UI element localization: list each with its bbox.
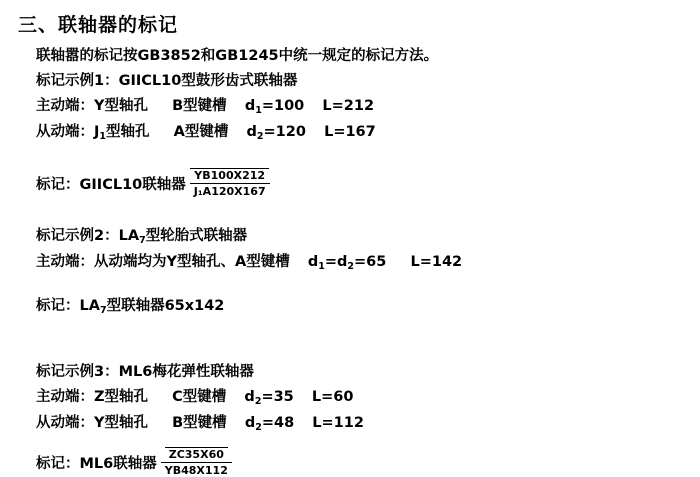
example-1-driving-symbol: d	[244, 98, 256, 114]
example-2-spec-line	[36, 250, 676, 276]
example-3-driven-length: L=112	[312, 415, 364, 431]
example-2-spec-value: =65	[354, 254, 387, 270]
example-3-mark-fraction	[161, 447, 232, 477]
example-1-driving-line	[36, 94, 676, 120]
example-1-driving-length: L=212	[322, 98, 375, 114]
example-3-driving-symbol: d	[244, 389, 255, 405]
example-3-mark	[36, 447, 676, 477]
example-1-driven-value: =120	[263, 124, 306, 140]
example-2-title	[36, 224, 676, 250]
example-1-title: 标记示例1：GIICL10型鼓形齿式联轴器	[36, 73, 298, 89]
document-body	[36, 44, 676, 477]
example-3-driving-length: L=60	[311, 389, 354, 405]
example-1-mark	[36, 168, 676, 198]
example-1-mark-fraction	[190, 168, 270, 198]
example-1-driving-subscript: 1	[255, 105, 262, 116]
intro-line: 联轴嚣的标记按GB3852和GB1245中统一规定的标记方法。	[36, 48, 439, 64]
example-2-title-rest: 型轮胎式联轴器	[145, 228, 248, 244]
example-2-mark-subscript: 7	[99, 305, 107, 316]
example-3-mark-denominator: YB48X112	[161, 462, 232, 477]
example-2-mark	[36, 294, 676, 320]
example-2-spec-subscript-2: 2	[347, 261, 355, 272]
example-2-title-subscript: 7	[139, 235, 146, 246]
example-3-driving-keyway: C型键槽	[172, 389, 227, 405]
example-1-driven-length: L=167	[324, 124, 376, 140]
example-1-driven-subscript: 2	[256, 131, 264, 142]
example-2-mark-rest: 型联轴器65x142	[106, 298, 225, 314]
example-1-mark-label: 标记：GIICL10联轴器	[36, 176, 186, 193]
example-2-title-prefix: 标记示例2：LA	[36, 228, 140, 244]
example-2-spec-symbol: d	[307, 254, 319, 270]
example-1-mark-numerator: YB100X212	[190, 168, 269, 183]
example-3-title: 标记示例3：ML6梅花弹性联轴器	[36, 364, 254, 380]
example-1-mark-denominator: J₁A120X167	[190, 183, 270, 198]
example-3-mark-numerator: ZC35X60	[165, 447, 228, 462]
page-title: 三、联轴器的标记	[18, 14, 179, 36]
example-3-driving-line	[36, 385, 676, 411]
example-2-spec-length: L=142	[410, 254, 463, 270]
example-1-driven-line	[36, 120, 676, 146]
example-3-driving-subscript: 2	[254, 396, 262, 407]
example-3-driving-value: =35	[261, 389, 294, 405]
example-3-driven-subscript: 2	[255, 422, 262, 433]
example-3-mark-label: 标记：ML6联轴器	[36, 455, 157, 472]
example-3-driving-prefix: 主动端：Z型轴孔	[36, 389, 149, 405]
example-1-driven-prefix-rest: 型轴孔	[106, 124, 150, 140]
example-2-spec-subscript-1: 1	[318, 261, 325, 272]
example-3-driven-value: =48	[261, 415, 295, 431]
example-3-driven-line	[36, 411, 676, 437]
example-1-driven-keyway: A型键槽	[173, 124, 229, 140]
example-3-driven-keyway: B型键槽	[172, 415, 227, 431]
example-1-driven-symbol: d	[246, 124, 257, 140]
example-1-driving-prefix: 主动端：Y型轴孔	[36, 98, 148, 114]
example-2-spec-eq: =d	[324, 254, 348, 270]
example-2-spec-prefix: 主动端：从动端均为Y型轴孔、A型键槽	[36, 254, 290, 270]
example-2-mark-prefix: 标记：LA	[36, 298, 100, 314]
example-1-driving-keyway: B型键槽	[172, 98, 227, 114]
example-1-driven-prefix-subscript: 1	[99, 131, 107, 142]
example-3-driven-symbol: d	[244, 415, 256, 431]
example-1-driving-value: =100	[261, 98, 305, 114]
example-1-driven-prefix: 从动端：J	[36, 124, 100, 140]
example-3-driven-prefix: 从动端：Y型轴孔	[36, 415, 148, 431]
